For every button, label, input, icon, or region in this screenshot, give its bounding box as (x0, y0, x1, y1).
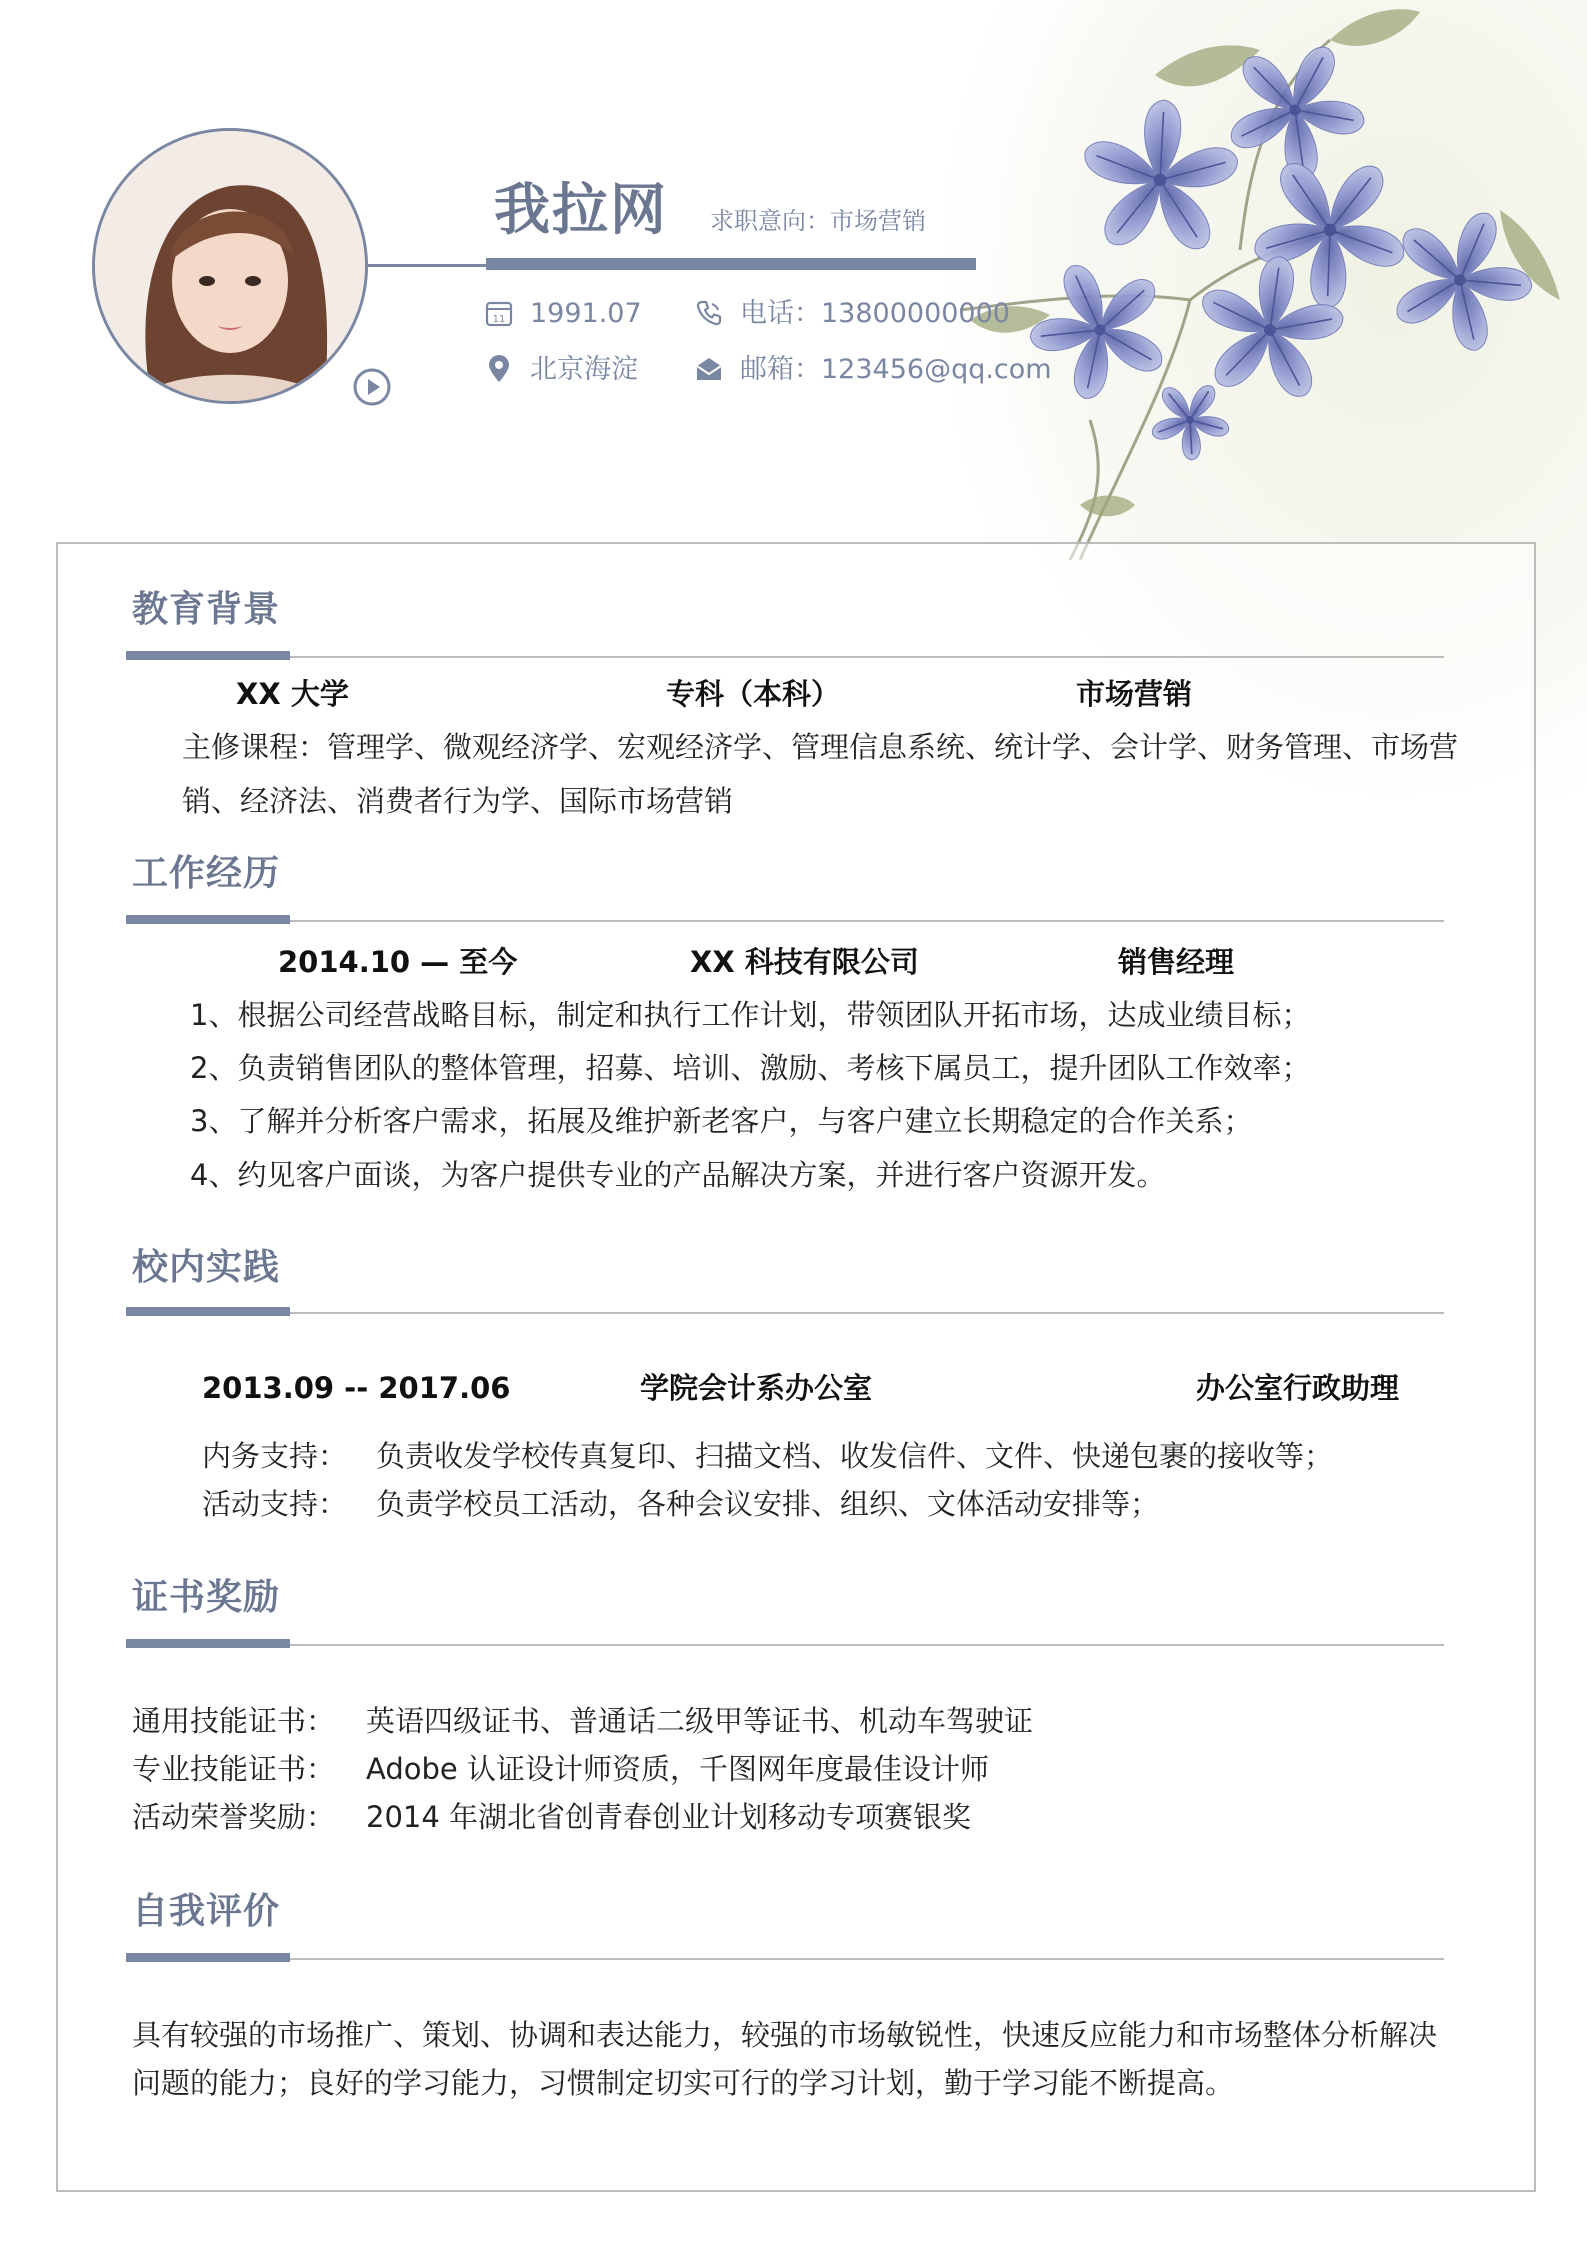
email-address: 邮箱：123456@qq.com (740, 354, 1052, 385)
work-duty-item: 4、约见客户面谈，为客户提供专业的产品解决方案，并进行客户资源开发。 (190, 1158, 1166, 1192)
section-divider (126, 1644, 1444, 1646)
campus-row-text: 负责收发学校传真复印、扫描文档、收发信件、文件、快递包裹的接收等； (376, 1439, 1334, 1473)
work-duty-item: 2、负责销售团队的整体管理，招募、培训、激励、考核下属员工，提升团队工作效率； (190, 1051, 1311, 1085)
self-eval-line2: 问题的能力；良好的学习能力，习惯制定切实可行的学习计划，勤于学习能不断提高。 (132, 2066, 1235, 2100)
cert-label: 通用技能证书： (132, 1704, 336, 1738)
section-title-self: 自我评价 (132, 1891, 281, 1932)
work-duty-item: 1、根据公司经营战略目标，制定和执行工作计划，带领团队开拓市场，达成业绩目标； (190, 998, 1311, 1032)
location-pin-icon (484, 354, 514, 384)
campus-row-label: 活动支持： (202, 1487, 348, 1521)
job-intent: 求职意向：市场营销 (710, 207, 926, 235)
avatar-connector-line (368, 264, 486, 267)
campus-role: 办公室行政助理 (1196, 1371, 1400, 1405)
play-icon[interactable] (352, 367, 392, 407)
section-title-education: 教育背景 (132, 589, 281, 630)
section-divider (126, 920, 1444, 922)
phone-icon (694, 298, 724, 328)
campus-period: 2013.09 -- 2017.06 (202, 1371, 511, 1405)
avatar (92, 128, 368, 404)
section-divider (126, 1312, 1444, 1314)
cert-label: 活动荣誉奖励： (132, 1800, 336, 1834)
candidate-name: 我拉网 (494, 178, 668, 243)
section-accent-bar (126, 1639, 290, 1648)
cert-text: 英语四级证书、普通话二级甲等证书、机动车驾驶证 (366, 1704, 1034, 1738)
campus-row-text: 负责学校员工活动，各种会议安排、组织、文体活动安排等； (376, 1487, 1160, 1521)
svg-text:11: 11 (492, 314, 506, 325)
section-accent-bar (126, 1953, 290, 1962)
birth-date: 1991.07 (530, 298, 642, 329)
campus-org: 学院会计系办公室 (640, 1371, 873, 1405)
work-company: XX 科技有限公司 (690, 945, 919, 979)
section-title-certs: 证书奖励 (132, 1577, 281, 1618)
section-accent-bar (126, 651, 290, 660)
self-eval-line1: 具有较强的市场推广、策划、协调和表达能力，较强的市场敏锐性，快速反应能力和市场整体分析解决 (132, 2018, 1438, 2052)
name-underline (486, 258, 976, 270)
edu-courses-line1: 主修课程：管理学、微观经济学、宏观经济学、管理信息系统、统计学、会计学、财务管理、市场营 (182, 730, 1459, 764)
section-divider (126, 656, 1444, 658)
edu-major: 市场营销 (1076, 677, 1193, 711)
work-duty-item: 3、了解并分析客户需求，拓展及维护新老客户，与客户建立长期稳定的合作关系； (190, 1104, 1253, 1138)
edu-courses-line2: 销、经济法、消费者行为学、国际市场营销 (182, 784, 734, 818)
work-position: 销售经理 (1118, 945, 1235, 979)
campus-row-label: 内务支持： (202, 1439, 348, 1473)
cert-label: 专业技能证书： (132, 1752, 336, 1786)
section-title-work: 工作经历 (132, 853, 281, 894)
cert-text: 2014 年湖北省创青春创业计划移动专项赛银奖 (366, 1800, 972, 1834)
cert-text: Adobe 认证设计师资质，千图网年度最佳设计师 (366, 1752, 989, 1786)
section-accent-bar (126, 915, 290, 924)
phone-number: 电话：13800000000 (740, 298, 1010, 329)
section-divider (126, 1958, 1444, 1960)
work-period: 2014.10 — 至今 (278, 945, 518, 979)
calendar-icon (484, 298, 514, 328)
section-accent-bar (126, 1307, 290, 1316)
edu-school: XX 大学 (236, 677, 349, 711)
envelope-icon (694, 354, 724, 384)
edu-degree: 专科（本科） (666, 677, 841, 711)
location: 北京海淀 (530, 354, 638, 385)
section-title-campus: 校内实践 (132, 1247, 281, 1288)
